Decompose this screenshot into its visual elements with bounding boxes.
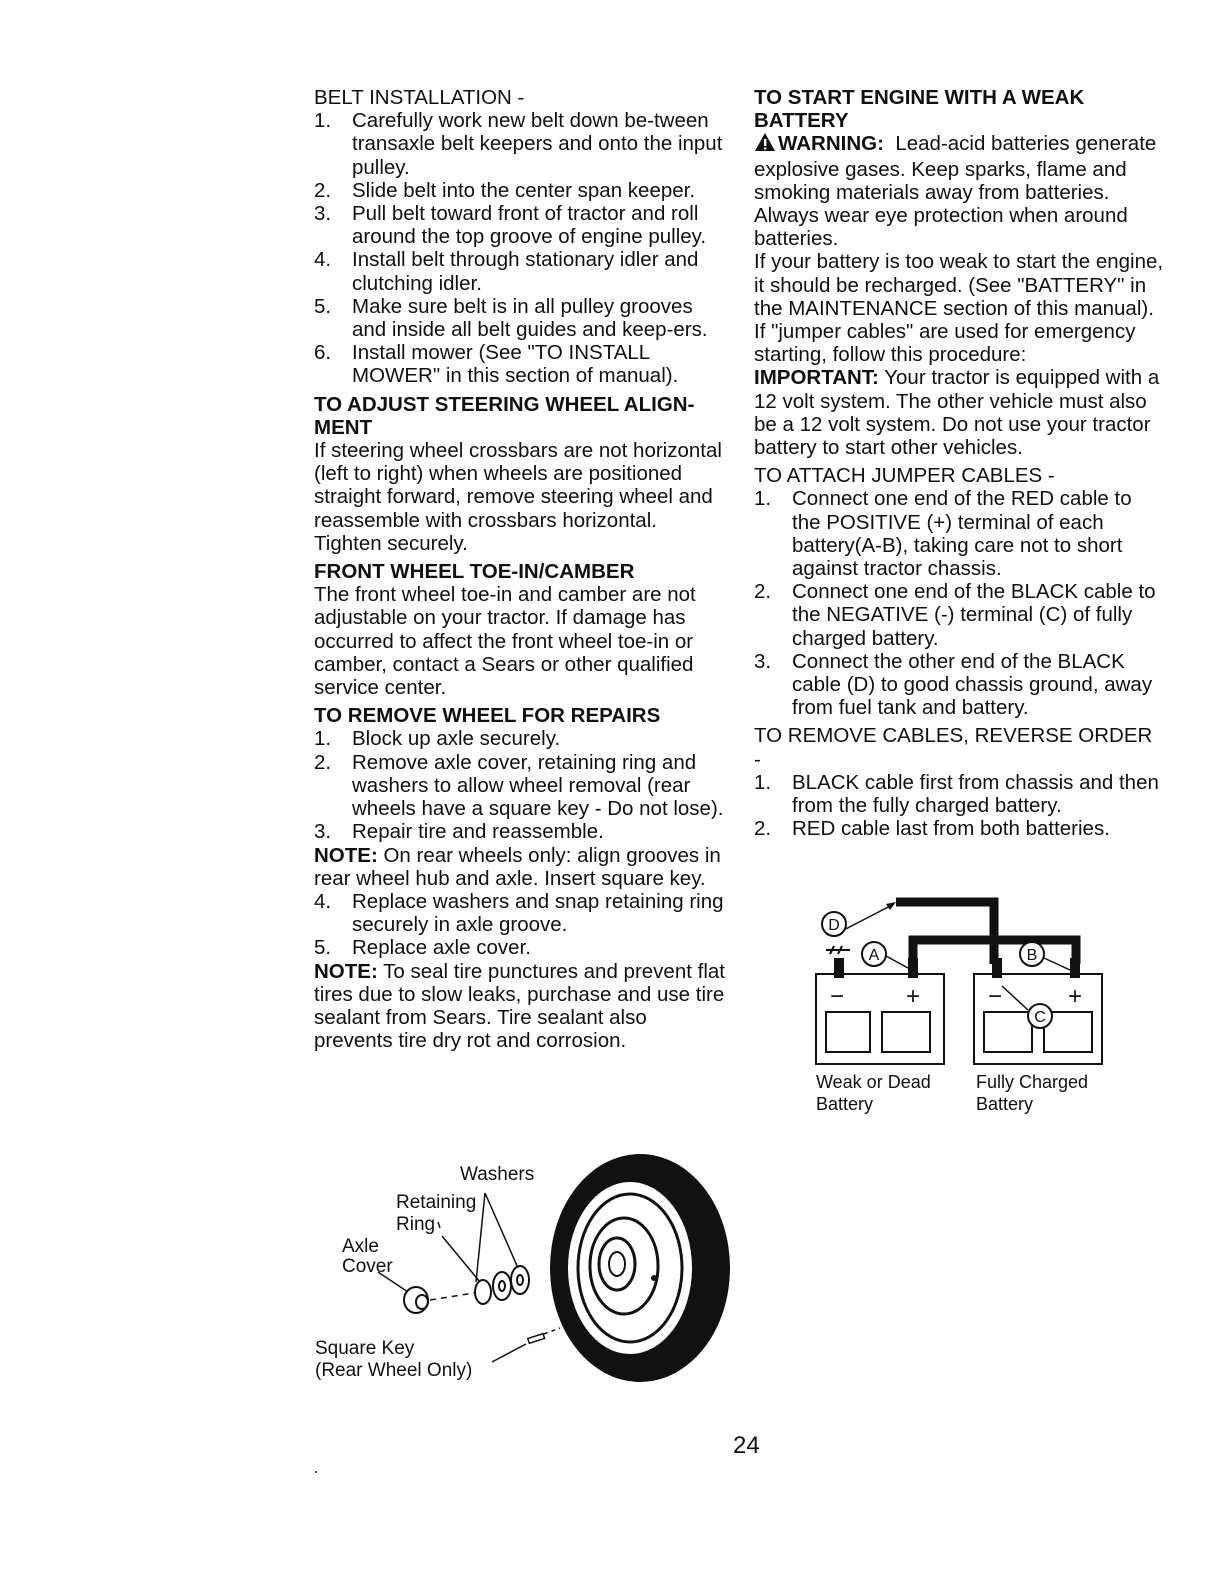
- step-text: RED cable last from both batteries.: [792, 817, 1110, 841]
- attach-cables-steps: [754, 487, 1164, 719]
- list-item: [754, 487, 1164, 580]
- note-text: To seal tire punctures and prevent flat tires due to slow leaks, purchase and use tire sealant from Sears. Tire sealant also prevents tire dry rot and corrosion.: [314, 959, 725, 1053]
- axle-cover-label-line2: Cover: [342, 1256, 393, 1277]
- jumper-cable-figure: [808, 892, 1118, 1122]
- step-number: 3.: [314, 820, 332, 844]
- step-text: BLACK cable first from chassis and then from the fully charged battery.: [792, 770, 1159, 818]
- toe-camber-text: The front wheel toe-in and camber are not adjustable on your tractor. If damage has occurred to affect the front wheel toe-in or camber, contact a Sears or other qualified service center.: [314, 583, 696, 700]
- remove-cables-steps: [754, 771, 1164, 841]
- weak-battery-label-line2: Battery: [816, 1094, 874, 1114]
- important-note: [754, 366, 1164, 459]
- list-item: [314, 751, 726, 821]
- jumper-cables-intro: If "jumper cables" are used for emergency starting, follow this procedure:: [754, 320, 1136, 367]
- note-label: NOTE:: [314, 843, 378, 867]
- weak-plus-label: +: [906, 983, 921, 1010]
- list-item: [314, 727, 726, 750]
- weak-minus-label: −: [830, 983, 845, 1010]
- step-number: 1.: [754, 770, 772, 794]
- square-key-icon: [528, 1328, 560, 1343]
- step-text: Repair tire and reassemble.: [352, 820, 604, 844]
- step-text: Connect one end of the RED cable to the POSITIVE (+) terminal of each battery(A-B), taking care not to short against tractor chassis.: [792, 487, 1132, 581]
- list-item: [754, 650, 1164, 720]
- axle-cover-label-line1: Axle: [342, 1236, 379, 1257]
- right-column: [754, 86, 1164, 841]
- tire-sealant-note: [314, 960, 726, 1053]
- left-column: [314, 86, 726, 1052]
- step-text: Make sure belt is in all pulley grooves and inside all belt guides and keep-ers.: [352, 294, 708, 342]
- washers-icon: [493, 1266, 529, 1300]
- step-number: 2.: [314, 750, 332, 774]
- retaining-ring-label-line2: Ring: [396, 1214, 436, 1235]
- note-text: On rear wheels only: align grooves in rear wheel hub and axle. Insert square key.: [314, 843, 721, 890]
- wheel-assembly-diagram: [312, 1150, 732, 1390]
- step-number: 6.: [314, 341, 332, 365]
- step-text: Replace washers and snap retaining ring securely in axle groove.: [352, 889, 724, 937]
- weak-battery-label-line1: Weak or Dead: [816, 1072, 931, 1092]
- step-text: Slide belt into the center span keeper.: [352, 178, 696, 202]
- step-text: Replace axle cover.: [352, 936, 531, 960]
- step-number: 4.: [314, 248, 332, 272]
- steering-alignment-text: If steering wheel crossbars are not horizontal (left to right) when wheels are positioned straight forward, remove steering wheel and reassemble with crossbars horizontal. Tighten securely.: [314, 439, 722, 555]
- list-item: [314, 341, 726, 387]
- belt-installation-heading: BELT INSTALLATION -: [314, 86, 525, 109]
- step-text: Carefully work new belt down be-tween transaxle belt keepers and onto the input pulley.: [352, 109, 723, 179]
- square-key-label-line1: Square Key: [315, 1338, 415, 1359]
- page-number: 24: [733, 1432, 760, 1459]
- callout-a-label: A: [868, 947, 880, 964]
- important-label: IMPORTANT:: [754, 366, 879, 390]
- jumper-cable-diagram: [808, 892, 1118, 1122]
- step-number: 1.: [314, 109, 332, 133]
- remove-cables-heading: TO REMOVE CABLES, REVERSE ORDER -: [754, 724, 1153, 771]
- warning-icon: [754, 132, 776, 157]
- step-number: 3.: [314, 202, 332, 226]
- ground-icon: [826, 946, 850, 954]
- weak-battery-heading: TO START ENGINE WITH A WEAK BATTERY: [754, 86, 1085, 133]
- list-item: [314, 202, 726, 248]
- rear-wheel-note: [314, 844, 726, 890]
- step-text: Block up axle securely.: [352, 727, 561, 751]
- full-plus-label: +: [1068, 983, 1083, 1010]
- step-text: Connect one end of the BLACK cable to the NEGATIVE (-) terminal (C) of fully charged battery.: [792, 580, 1156, 650]
- step-number: 2.: [754, 580, 772, 604]
- callout-b: [1020, 942, 1070, 970]
- step-number: 4.: [314, 889, 332, 913]
- belt-installation-steps: [314, 109, 726, 387]
- callout-d-label: D: [828, 917, 840, 934]
- tire-icon: [550, 1154, 730, 1382]
- list-item: [754, 817, 1164, 840]
- washers-label: Washers: [460, 1164, 535, 1185]
- list-item: [314, 820, 726, 843]
- list-item: [754, 771, 1164, 817]
- step-text: Install mower (See "TO INSTALL MOWER" in this section of manual).: [352, 341, 679, 388]
- callout-d: [822, 912, 846, 936]
- full-battery-label-line2: Battery: [976, 1094, 1034, 1114]
- list-item: [314, 890, 726, 936]
- full-minus-label: −: [988, 983, 1003, 1010]
- callout-b-label: B: [1026, 947, 1038, 964]
- remove-wheel-steps-continued: [314, 890, 726, 960]
- step-number: 5.: [314, 294, 332, 318]
- step-number: 1.: [754, 487, 772, 511]
- step-number: 3.: [754, 649, 772, 673]
- important-text: Your tractor is equipped with a 12 volt system. The other vehicle must also be a 12 volt system. Do not use your tractor battery to start other vehicles.: [754, 366, 1160, 460]
- warning-label: WARNING:: [778, 132, 884, 156]
- step-text: Remove axle cover, retaining ring and washers to allow wheel removal (rear wheels have a square key - Do not lose).: [352, 750, 724, 821]
- step-text: Install belt through stationary idler and clutching idler.: [352, 248, 699, 295]
- wheel-assembly-figure: [312, 1150, 732, 1390]
- step-text: Connect the other end of the BLACK cable (D) to good chassis ground, away from fuel tank and battery.: [792, 649, 1153, 720]
- full-battery-label-line1: Fully Charged: [976, 1072, 1089, 1092]
- step-text: Pull belt toward front of tractor and roll around the top groove of engine pulley.: [352, 202, 707, 249]
- step-number: 5.: [314, 936, 332, 960]
- step-number: 2.: [754, 817, 772, 841]
- attach-cables-heading: TO ATTACH JUMPER CABLES -: [754, 464, 1055, 488]
- step-number: 1.: [314, 727, 332, 751]
- scan-speck: [315, 1471, 317, 1473]
- list-item: [314, 248, 726, 294]
- list-item: [754, 580, 1164, 650]
- list-item: [314, 936, 726, 959]
- list-item: [314, 179, 726, 202]
- callout-a: [862, 942, 908, 968]
- square-key-label-line2: (Rear Wheel Only): [315, 1360, 473, 1381]
- retaining-ring-label-line1: Retaining: [396, 1192, 477, 1213]
- step-number: 2.: [314, 178, 332, 202]
- callout-c-label: C: [1034, 1009, 1046, 1026]
- toe-camber-heading: FRONT WHEEL TOE-IN/CAMBER: [314, 560, 635, 584]
- battery-warning: [754, 132, 1164, 250]
- recharge-text: If your battery is too weak to start the engine, it should be recharged. (See "BATTERY" in the MAINTENANCE section of this manual).: [754, 250, 1164, 320]
- note-label: NOTE:: [314, 959, 378, 983]
- callout-c: [1002, 986, 1052, 1028]
- list-item: [314, 109, 726, 179]
- warning-text: Lead-acid batteries generate explosive gases. Keep sparks, flame and smoking materials away from batteries. Always wear eye protection when around batteries.: [754, 132, 1157, 251]
- remove-wheel-steps: [314, 727, 726, 843]
- steering-alignment-heading: TO ADJUST STEERING WHEEL ALIGN-MENT: [314, 392, 695, 439]
- remove-wheel-heading: TO REMOVE WHEEL FOR REPAIRS: [314, 704, 661, 728]
- list-item: [314, 295, 726, 341]
- retaining-ring-icon: [475, 1280, 491, 1304]
